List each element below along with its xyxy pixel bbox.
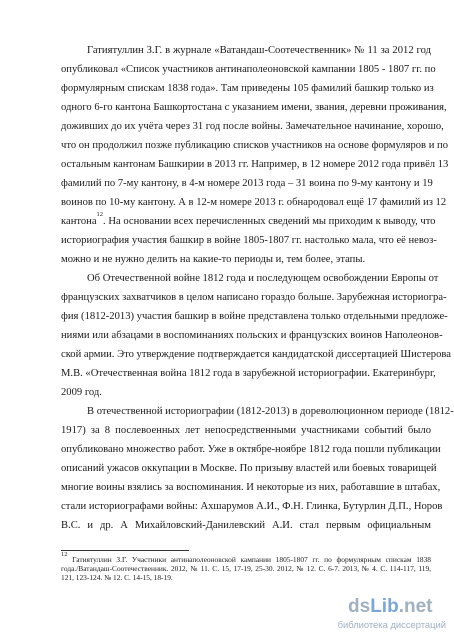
- text-fragment: кантона: [61, 216, 97, 227]
- text-line: 2009 год.: [61, 387, 102, 398]
- footnote-number: 12: [61, 551, 68, 558]
- text-line: ской армии. Это утверждение подтверждается кандидатской диссертацией Шистерова: [61, 349, 451, 360]
- text-line: можно и не нужно делить на какие-то периоды и, тем более, этапы.: [61, 254, 366, 265]
- logo-lib: Lib: [370, 596, 399, 617]
- text-line: историография участия башкир в войне 1805-1807 гг. настолько мала, что её невоз-: [61, 235, 437, 246]
- footnote-text: Гатиятуллин З.Г. Участники антинаполеоновской кампании 1805-1807 гг. по формулярным спискам 1838: [67, 555, 431, 564]
- footnote-line: года./Ватандаш-Соотечественник. 2012, № 11. С. 15, 17-19, 25-30. 2012, № 12. С. 6-7. 2013, № 4. С. 114-117, 119,: [61, 564, 431, 573]
- text-line: что он продолжил позже публикацию списков участников на основе формуляров и по: [61, 140, 448, 151]
- text-line-with-footnote-ref: [61, 211, 436, 228]
- text-line: стали историографами войны: Ахшарумов А.И., Ф.Н. Глинка, Бутурлин Д.П., Норов: [61, 501, 443, 512]
- text-line: французских захватчиков в целом написано гораздо больше. Зарубежная историогра-: [61, 292, 447, 303]
- text-line: Гатиятуллин З.Г. в журнале «Ватандаш-Соотечественник» № 11 за 2012 год: [87, 45, 431, 56]
- footnote-ref[interactable]: 12: [96, 211, 104, 218]
- text-line: В.С. и др. А Михайловский-Данилевский А.И. стал первым официальным: [61, 520, 431, 531]
- text-line: ниями или абзацами в воспоминаниях польских и французских воинов Наполеонов-: [61, 330, 443, 341]
- text-line: опубликовано множество работ. Уже в октябре-ноябре 1812 года пошли публикации: [61, 444, 441, 455]
- watermark-subtitle: библиотека диссертаций: [337, 619, 446, 630]
- text-line: опубликовал «Список участников антинаполеоновской кампании 1805 - 1807 гг. по: [61, 64, 436, 75]
- text-line: М.В. «Отечественная война 1812 года в зарубежной историографии. Екатеринбург,: [61, 368, 436, 379]
- text-line: 1917) за 8 послевоенных лет непосредственными участниками событий было: [61, 425, 431, 436]
- logo-net: .net: [398, 596, 433, 617]
- text-line: одного 6-го кантона Башкортостана с указанием имени, звания, деревни проживания,: [61, 102, 447, 113]
- logo-ds: ds: [348, 596, 371, 617]
- text-line: формулярным спискам 1838 года». Там приведены 105 фамилий башкир только из: [61, 83, 434, 94]
- text-line: Об Отечественной войне 1812 года и последующем освобождении Европы от: [87, 273, 439, 284]
- text-line: остальным кантонам Башкирии в 2013 гг. Например, в 12 номере 2012 года привёл 13: [61, 159, 449, 170]
- text-line: В отечественной историографии (1812-2013) в дореволюционном периоде (1812-: [87, 406, 454, 417]
- text-line: воинов по 10-му кантону. А в 12-м номере 2013 г. обнародовал ещё 17 фамилий из 12: [61, 197, 447, 208]
- text-line: фия (1812-2013) участия башкир в войне представлена только отдельными предложе-: [61, 311, 448, 322]
- text-line: фамилий по 7-му кантону, в 4-м номере 2013 года – 31 воина по 9-му кантону и 19: [61, 178, 433, 189]
- footnote-line: 121, 123-124. № 12. С. 14-15, 18-19.: [61, 573, 173, 582]
- text-line: доживших до их учёта через 31 год после войны. Замечательное начинание, хорошо,: [61, 121, 444, 132]
- dslib-logo[interactable]: [348, 596, 444, 618]
- footnote-separator: [61, 550, 189, 551]
- footnote-line: [61, 551, 431, 564]
- text-line: многие воины взялись за воспоминания. И некоторые из них, работавшие в штабах,: [61, 482, 441, 493]
- text-fragment: . На основании всех перечисленных сведений мы приходим к выводу, что: [103, 216, 436, 227]
- text-line: описаний ужасов оккупации в Москве. По призыву властей или боевых товарищей: [61, 463, 437, 474]
